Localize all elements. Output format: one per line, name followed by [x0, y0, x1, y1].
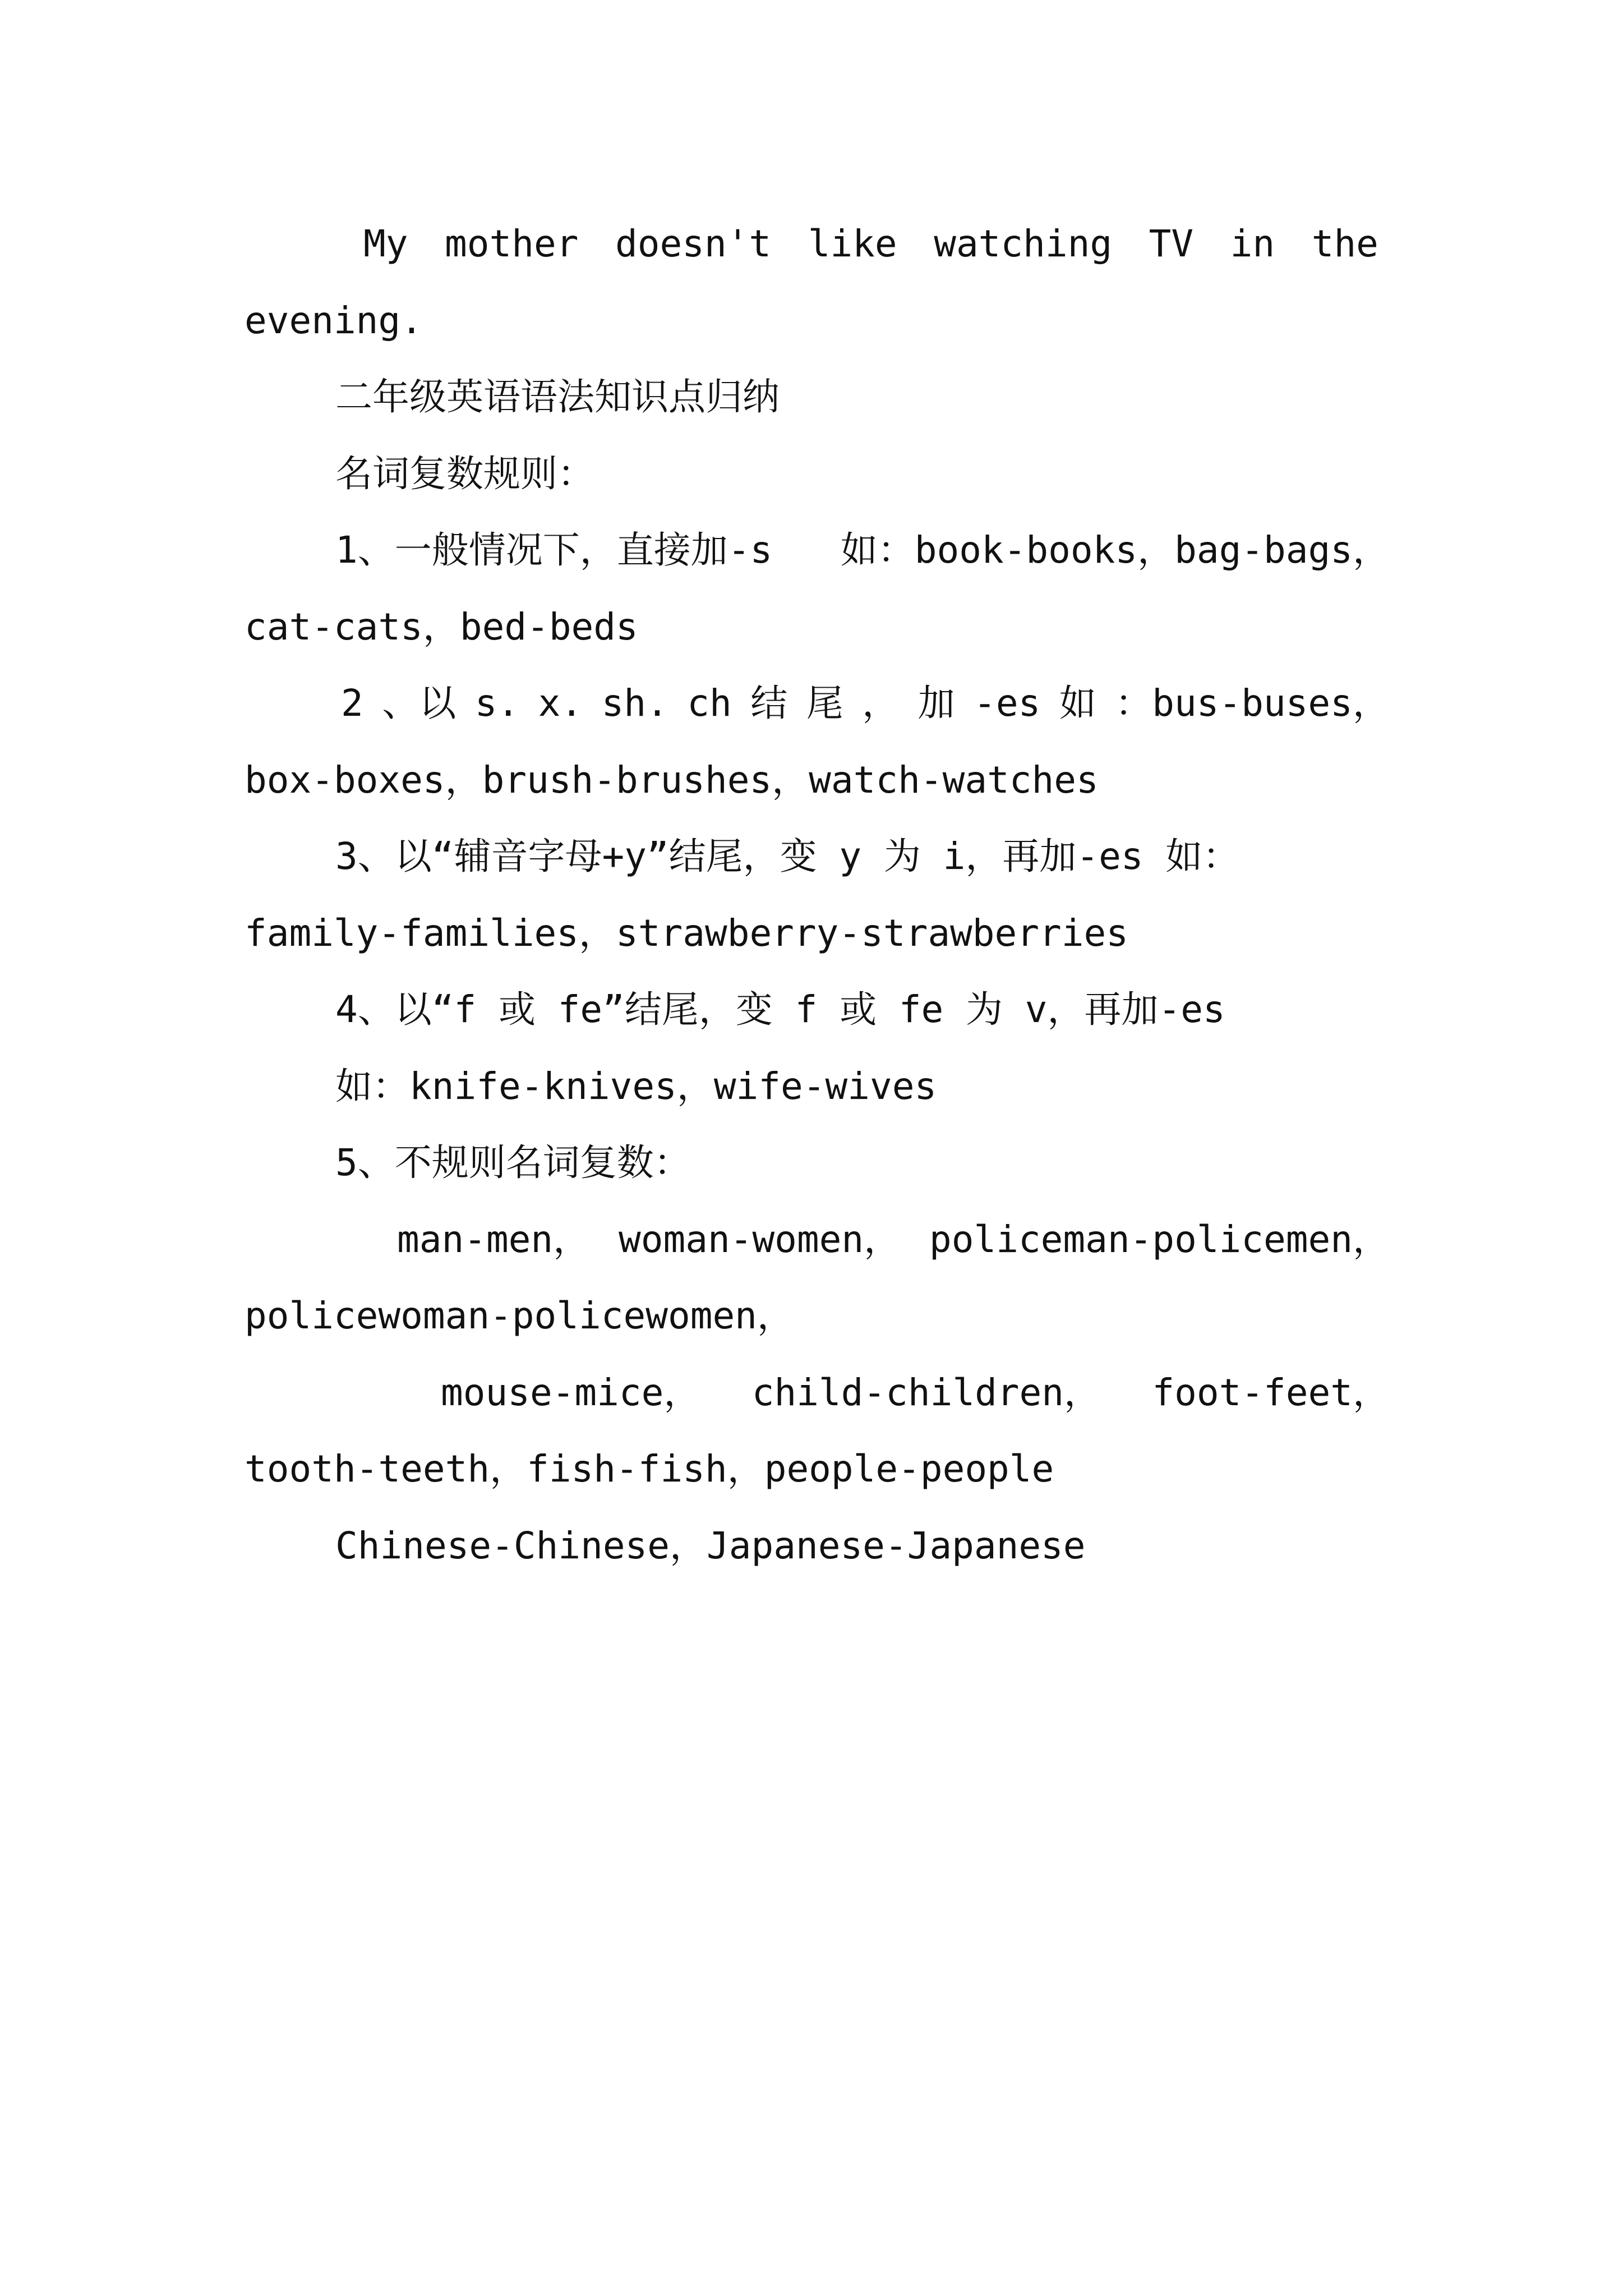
example-pair: man-men， — [397, 1218, 591, 1261]
word: sh. — [601, 682, 668, 725]
word: ， — [862, 682, 900, 725]
rule-1-line-2: cat-cats，bed-beds — [245, 605, 638, 648]
word: 2 — [341, 682, 363, 725]
example-pair: policeman-policemen， — [929, 1218, 1390, 1261]
example-pair: mouse-mice， — [441, 1371, 701, 1414]
word: -es — [974, 682, 1041, 725]
intro-line-1 — [363, 216, 1378, 272]
rule-5-row-1 — [397, 1212, 1390, 1268]
example-pair: foot-feet， — [1152, 1371, 1390, 1414]
word: 、以 — [382, 682, 457, 725]
rule-3-line-1: 3、以“辅音字母+y”结尾，变 y 为 i，再加-es 如： — [335, 835, 1240, 878]
word: doesn't — [615, 222, 772, 265]
word: 加 — [917, 682, 955, 725]
word: the — [1311, 222, 1378, 265]
rule-5-row-2-continuation: tooth-teeth，fish-fish，people-people — [245, 1447, 1054, 1490]
rule-text: 1、一般情况下，直接加-s — [335, 528, 773, 572]
example-pair: woman-women， — [619, 1218, 901, 1261]
word: in — [1230, 222, 1275, 265]
example-pair: child-children， — [751, 1371, 1101, 1414]
rule-2-line-1 — [341, 675, 1390, 731]
section-heading: 名词复数规则： — [335, 452, 594, 495]
word: like — [808, 222, 897, 265]
rule-1-line-1 — [335, 522, 1390, 578]
word: s. — [474, 682, 520, 725]
rule-5-row-2 — [441, 1365, 1390, 1421]
word: TV — [1149, 222, 1194, 265]
page-title: 二年级英语语法知识点归纳 — [335, 375, 780, 418]
word: mother — [445, 222, 579, 265]
rule-examples: 如：book-books，bag-bags， — [840, 528, 1390, 572]
rule-3-line-2: family-families，strawberry-strawberries — [245, 912, 1128, 955]
rule-5-row-1-continuation: policewoman-policewomen， — [245, 1294, 794, 1337]
word: ：bus-buses， — [1115, 682, 1390, 725]
word: My — [363, 222, 408, 265]
word: x. — [538, 682, 583, 725]
intro-line-2: evening. — [245, 299, 423, 342]
rule-4-line-1: 4、以“f 或 fe”结尾，变 f 或 fe 为 v，再加-es — [335, 988, 1225, 1031]
rule-5-row-3: Chinese-Chinese，Japanese-Japanese — [335, 1524, 1086, 1567]
word: 如 — [1059, 682, 1096, 725]
word: ch — [687, 682, 732, 725]
rule-4-line-2: 如：knife-knives，wife-wives — [335, 1065, 937, 1108]
word: 尾 — [806, 682, 843, 725]
rule-5-heading: 5、不规则名词复数： — [335, 1141, 691, 1184]
word: 结 — [750, 682, 788, 725]
rule-2-line-2: box-boxes，brush-brushes，watch-watches — [245, 758, 1099, 802]
word: watching — [934, 222, 1113, 265]
